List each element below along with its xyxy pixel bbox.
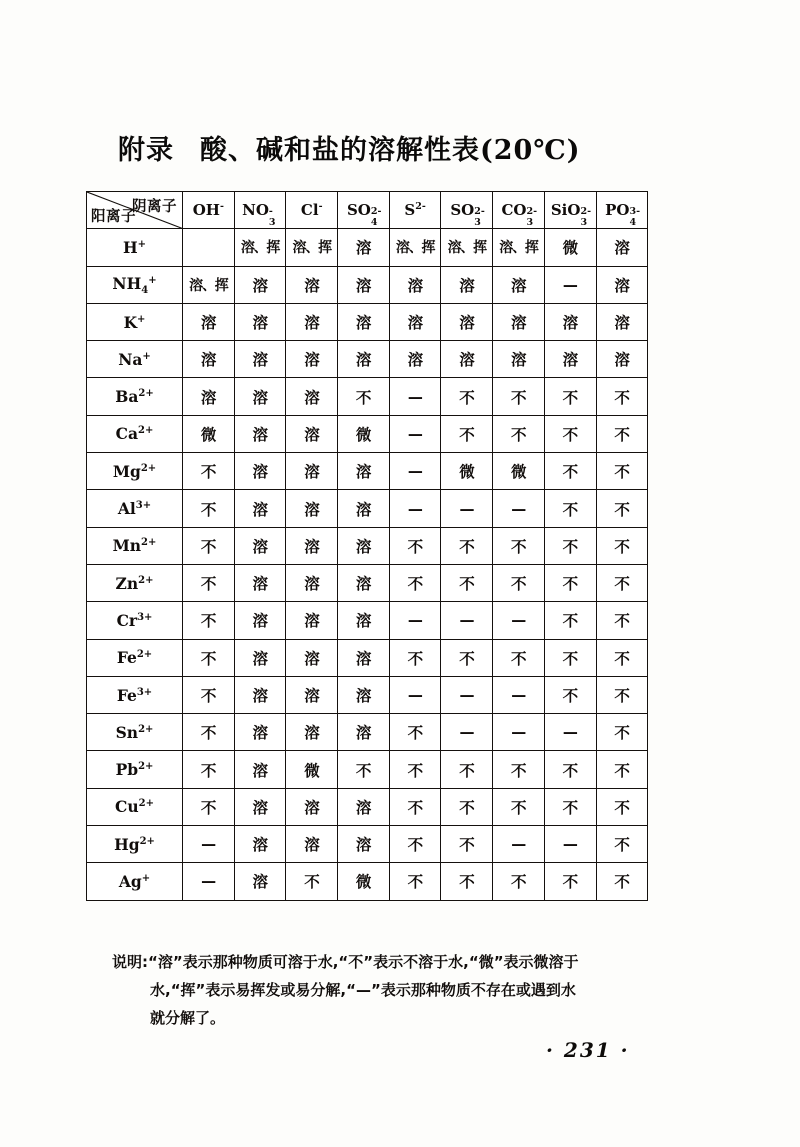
- cell-Ba-S: —: [389, 378, 441, 415]
- row-header-Ca2+: $Ca^{2+}$: [87, 415, 183, 452]
- row-header-NH+: $NH_4^+$: [87, 266, 183, 303]
- cell-Ag-OH: —: [183, 863, 235, 900]
- cell-Ca-SO3: 不: [441, 415, 493, 452]
- cell-H-NO3: 溶、挥: [234, 229, 286, 266]
- cell-Hg-PO4: 不: [596, 826, 648, 863]
- table-row: [87, 266, 648, 303]
- cell-Ba-SiO3: 不: [544, 378, 596, 415]
- cell-Cu-CO3: 不: [493, 788, 545, 825]
- cell-NH-Cl: 溶: [286, 266, 338, 303]
- row-header-Pb2+: $Pb^{2+}$: [87, 751, 183, 788]
- cell-Mn-Cl: 溶: [286, 527, 338, 564]
- table-row: [87, 378, 648, 415]
- cell-Cu-S: 不: [389, 788, 441, 825]
- column-header-NO3: NO - 3: [234, 192, 286, 229]
- cell-Ag-Cl: 不: [286, 863, 338, 900]
- cell-H-Cl: 溶、挥: [286, 229, 338, 266]
- cell-Mn-OH: 不: [183, 527, 235, 564]
- row-header-Na+: Na+: [87, 341, 183, 378]
- cell-NH-PO4: 溶: [596, 266, 648, 303]
- cell-Mg-OH: 不: [183, 453, 235, 490]
- cell-Ca-OH: 微: [183, 415, 235, 452]
- cell-Mn-PO4: 不: [596, 527, 648, 564]
- cell-Cr-CO3: —: [493, 602, 545, 639]
- cell-H-OH: [183, 229, 235, 266]
- cell-H-SiO3: 微: [544, 229, 596, 266]
- cell-Cr-SO4: 溶: [338, 602, 390, 639]
- cell-NH-NO3: 溶: [234, 266, 286, 303]
- cell-Sn-SO4: 溶: [338, 714, 390, 751]
- cell-Cr-S: —: [389, 602, 441, 639]
- cell-Al-SiO3: 不: [544, 490, 596, 527]
- cell-Sn-CO3: —: [493, 714, 545, 751]
- row-header-Zn2+: $Zn^{2+}$: [87, 564, 183, 601]
- cell-NH-SO3: 溶: [441, 266, 493, 303]
- cell-Mg-Cl: 溶: [286, 453, 338, 490]
- row-header-Hg2+: $Hg^{2+}$: [87, 826, 183, 863]
- cell-K-SO4: 溶: [338, 303, 390, 340]
- column-header-S: $S^{2-}$: [389, 192, 441, 229]
- cell-K-CO3: 溶: [493, 303, 545, 340]
- cell-Al-CO3: —: [493, 490, 545, 527]
- cell-Sn-SO3: —: [441, 714, 493, 751]
- cell-Al-SO3: —: [441, 490, 493, 527]
- cell-Cu-OH: 不: [183, 788, 235, 825]
- table-row: [87, 303, 648, 340]
- cell-Zn-PO4: 不: [596, 564, 648, 601]
- cell-Al-NO3: 溶: [234, 490, 286, 527]
- cell-Pb-OH: 不: [183, 751, 235, 788]
- cell-Mg-SiO3: 不: [544, 453, 596, 490]
- cell-Ag-SiO3: 不: [544, 863, 596, 900]
- cell-Zn-Cl: 溶: [286, 564, 338, 601]
- cell-Na-PO4: 溶: [596, 341, 648, 378]
- column-header-SiO3: SiO 2- 3: [544, 192, 596, 229]
- page-number: · 231 ·: [546, 1038, 630, 1062]
- table-row: [87, 490, 648, 527]
- cell-NH-OH: 溶、挥: [183, 266, 235, 303]
- column-header-Cl: Cl-: [286, 192, 338, 229]
- cell-Sn-SiO3: —: [544, 714, 596, 751]
- cell-Ag-S: 不: [389, 863, 441, 900]
- cell-Ca-SiO3: 不: [544, 415, 596, 452]
- row-header-Sn2+: $Sn^{2+}$: [87, 714, 183, 751]
- table-footnote: [112, 948, 670, 1032]
- table-row: [87, 788, 648, 825]
- cell-Fe-SiO3: 不: [544, 639, 596, 676]
- title-main: 酸、碱和盐的溶解性表: [200, 135, 480, 166]
- cell-Zn-SO3: 不: [441, 564, 493, 601]
- cell-Mg-CO3: 微: [493, 453, 545, 490]
- cell-Cu-PO4: 不: [596, 788, 648, 825]
- cell-Mg-PO4: 不: [596, 453, 648, 490]
- table-row: [87, 714, 648, 751]
- cell-Al-S: —: [389, 490, 441, 527]
- cell-NH-CO3: 溶: [493, 266, 545, 303]
- cell-Fe-OH: 不: [183, 639, 235, 676]
- row-header-Ag+: Ag+: [87, 863, 183, 900]
- cell-Zn-CO3: 不: [493, 564, 545, 601]
- row-header-Cu2+: $Cu^{2+}$: [87, 788, 183, 825]
- cell-Hg-SO3: 不: [441, 826, 493, 863]
- cell-Ca-S: —: [389, 415, 441, 452]
- cell-Cr-Cl: 溶: [286, 602, 338, 639]
- table-header-row: [87, 192, 648, 229]
- anion-header-label: 阴离子: [132, 199, 177, 215]
- cell-Cu-SO4: 溶: [338, 788, 390, 825]
- cell-Ag-CO3: 不: [493, 863, 545, 900]
- page-title: [118, 128, 678, 167]
- cell-Fe-SO4: 溶: [338, 639, 390, 676]
- cell-Mn-S: 不: [389, 527, 441, 564]
- cell-Ba-SO3: 不: [441, 378, 493, 415]
- cell-H-S: 溶、挥: [389, 229, 441, 266]
- cell-Fe-SiO3: 不: [544, 676, 596, 713]
- cell-Sn-S: 不: [389, 714, 441, 751]
- cell-Na-S: 溶: [389, 341, 441, 378]
- cell-Zn-NO3: 溶: [234, 564, 286, 601]
- table-row: [87, 453, 648, 490]
- cell-Na-Cl: 溶: [286, 341, 338, 378]
- cell-Hg-Cl: 溶: [286, 826, 338, 863]
- column-header-SO4: SO 2- 4: [338, 192, 390, 229]
- row-header-Al3+: $Al^{3+}$: [87, 490, 183, 527]
- cell-Cu-SiO3: 不: [544, 788, 596, 825]
- row-header-Fe2+: $Fe^{2+}$: [87, 639, 183, 676]
- row-header-Fe3+: $Fe^{3+}$: [87, 676, 183, 713]
- cell-Na-SO4: 溶: [338, 341, 390, 378]
- row-header-H+: H+: [87, 229, 183, 266]
- cell-Al-PO4: 不: [596, 490, 648, 527]
- cell-H-SO3: 溶、挥: [441, 229, 493, 266]
- column-header-PO4: PO 3- 4: [596, 192, 648, 229]
- cell-Fe-PO4: 不: [596, 639, 648, 676]
- cell-Fe-S: —: [389, 676, 441, 713]
- table-row: [87, 229, 648, 266]
- cell-Na-OH: 溶: [183, 341, 235, 378]
- cell-Al-SO4: 溶: [338, 490, 390, 527]
- footnote-line-2: 水,“挥”表示易挥发或易分解,“—”表示那种物质不存在或遇到水: [150, 981, 576, 999]
- cell-K-Cl: 溶: [286, 303, 338, 340]
- row-header-Cr3+: $Cr^{3+}$: [87, 602, 183, 639]
- cell-NH-S: 溶: [389, 266, 441, 303]
- cell-Na-NO3: 溶: [234, 341, 286, 378]
- cell-Fe-NO3: 溶: [234, 676, 286, 713]
- cell-Mg-SO4: 溶: [338, 453, 390, 490]
- cell-Sn-OH: 不: [183, 714, 235, 751]
- cell-K-OH: 溶: [183, 303, 235, 340]
- cell-Ca-SO4: 微: [338, 415, 390, 452]
- cell-Pb-Cl: 微: [286, 751, 338, 788]
- table-row: [87, 751, 648, 788]
- table-row: [87, 564, 648, 601]
- title-prefix: 附录: [118, 135, 174, 166]
- column-header-SO3: SO 2- 3: [441, 192, 493, 229]
- table-row: [87, 602, 648, 639]
- row-header-Ba2+: $Ba^{2+}$: [87, 378, 183, 415]
- footnote-line-3: 就分解了。: [150, 1009, 226, 1027]
- cell-Cu-SO3: 不: [441, 788, 493, 825]
- cell-Mn-SiO3: 不: [544, 527, 596, 564]
- column-header-CO3: CO 2- 3: [493, 192, 545, 229]
- solubility-table: [86, 191, 648, 901]
- cell-Hg-OH: —: [183, 826, 235, 863]
- cell-Fe-OH: 不: [183, 676, 235, 713]
- cell-Zn-SO4: 溶: [338, 564, 390, 601]
- cell-Mg-SO3: 微: [441, 453, 493, 490]
- table-row: [87, 639, 648, 676]
- title-condition: (20℃): [480, 135, 581, 166]
- row-header-K+: K+: [87, 303, 183, 340]
- cell-Hg-NO3: 溶: [234, 826, 286, 863]
- cell-Fe-SO4: 溶: [338, 676, 390, 713]
- cell-Pb-SiO3: 不: [544, 751, 596, 788]
- cell-Ba-PO4: 不: [596, 378, 648, 415]
- cell-Ag-SO4: 微: [338, 863, 390, 900]
- cell-Mn-SO4: 溶: [338, 527, 390, 564]
- cell-Ca-Cl: 溶: [286, 415, 338, 452]
- cell-Ba-NO3: 溶: [234, 378, 286, 415]
- cell-Ag-SO3: 不: [441, 863, 493, 900]
- cell-Zn-OH: 不: [183, 564, 235, 601]
- cell-Ba-Cl: 溶: [286, 378, 338, 415]
- table-row: [87, 826, 648, 863]
- cell-Mg-S: —: [389, 453, 441, 490]
- cell-Ca-NO3: 溶: [234, 415, 286, 452]
- cell-Mn-SO3: 不: [441, 527, 493, 564]
- cell-K-PO4: 溶: [596, 303, 648, 340]
- cell-Fe-CO3: 不: [493, 639, 545, 676]
- cell-Hg-S: 不: [389, 826, 441, 863]
- column-header-OH: OH-: [183, 192, 235, 229]
- table-row: [87, 341, 648, 378]
- cell-Ba-SO4: 不: [338, 378, 390, 415]
- cell-Sn-NO3: 溶: [234, 714, 286, 751]
- cell-Na-CO3: 溶: [493, 341, 545, 378]
- row-header-Mg2+: $Mg^{2+}$: [87, 453, 183, 490]
- cell-H-CO3: 溶、挥: [493, 229, 545, 266]
- cell-Na-SO3: 溶: [441, 341, 493, 378]
- cell-Pb-S: 不: [389, 751, 441, 788]
- cell-Hg-SiO3: —: [544, 826, 596, 863]
- cell-Mg-NO3: 溶: [234, 453, 286, 490]
- cell-Pb-NO3: 溶: [234, 751, 286, 788]
- cell-Fe-SO3: —: [441, 676, 493, 713]
- cell-Pb-CO3: 不: [493, 751, 545, 788]
- cell-Fe-S: 不: [389, 639, 441, 676]
- cell-Mn-NO3: 溶: [234, 527, 286, 564]
- table-row: [87, 415, 648, 452]
- cell-Pb-SO3: 不: [441, 751, 493, 788]
- cell-Cu-Cl: 溶: [286, 788, 338, 825]
- cell-Fe-CO3: —: [493, 676, 545, 713]
- cell-Hg-SO4: 溶: [338, 826, 390, 863]
- table-row: [87, 527, 648, 564]
- table-row: [87, 676, 648, 713]
- cell-Ag-NO3: 溶: [234, 863, 286, 900]
- solubility-table-container: [86, 191, 648, 901]
- cell-Pb-SO4: 不: [338, 751, 390, 788]
- cation-header-label: 阳离子: [91, 209, 136, 226]
- cell-Ba-OH: 溶: [183, 378, 235, 415]
- footnote-line-1: 说明:“溶”表示那种物质可溶于水,“不”表示不溶于水,“微”表示微溶于: [112, 953, 579, 971]
- cell-Ca-CO3: 不: [493, 415, 545, 452]
- cell-Ag-PO4: 不: [596, 863, 648, 900]
- cell-Cr-SiO3: 不: [544, 602, 596, 639]
- corner-diagonal-cell: [87, 192, 183, 229]
- cell-Cr-PO4: 不: [596, 602, 648, 639]
- cell-Cr-NO3: 溶: [234, 602, 286, 639]
- cell-Fe-SO3: 不: [441, 639, 493, 676]
- cell-NH-SO4: 溶: [338, 266, 390, 303]
- cell-Cr-OH: 不: [183, 602, 235, 639]
- cell-K-SO3: 溶: [441, 303, 493, 340]
- cell-Al-Cl: 溶: [286, 490, 338, 527]
- cell-Cr-SO3: —: [441, 602, 493, 639]
- cell-Zn-SiO3: 不: [544, 564, 596, 601]
- cell-Fe-NO3: 溶: [234, 639, 286, 676]
- cell-K-SiO3: 溶: [544, 303, 596, 340]
- cell-Fe-Cl: 溶: [286, 676, 338, 713]
- cell-Sn-Cl: 溶: [286, 714, 338, 751]
- cell-Al-OH: 不: [183, 490, 235, 527]
- cell-Ba-CO3: 不: [493, 378, 545, 415]
- cell-K-S: 溶: [389, 303, 441, 340]
- table-body: [87, 229, 648, 900]
- table-row: [87, 863, 648, 900]
- cell-Zn-S: 不: [389, 564, 441, 601]
- cell-Na-SiO3: 溶: [544, 341, 596, 378]
- cell-Mn-CO3: 不: [493, 527, 545, 564]
- cell-Fe-Cl: 溶: [286, 639, 338, 676]
- cell-Pb-PO4: 不: [596, 751, 648, 788]
- cell-Hg-CO3: —: [493, 826, 545, 863]
- cell-Fe-PO4: 不: [596, 676, 648, 713]
- cell-H-PO4: 溶: [596, 229, 648, 266]
- row-header-Mn2+: $Mn^{2+}$: [87, 527, 183, 564]
- cell-Sn-PO4: 不: [596, 714, 648, 751]
- cell-NH-SiO3: —: [544, 266, 596, 303]
- cell-K-NO3: 溶: [234, 303, 286, 340]
- cell-H-SO4: 溶: [338, 229, 390, 266]
- cell-Cu-NO3: 溶: [234, 788, 286, 825]
- cell-Ca-PO4: 不: [596, 415, 648, 452]
